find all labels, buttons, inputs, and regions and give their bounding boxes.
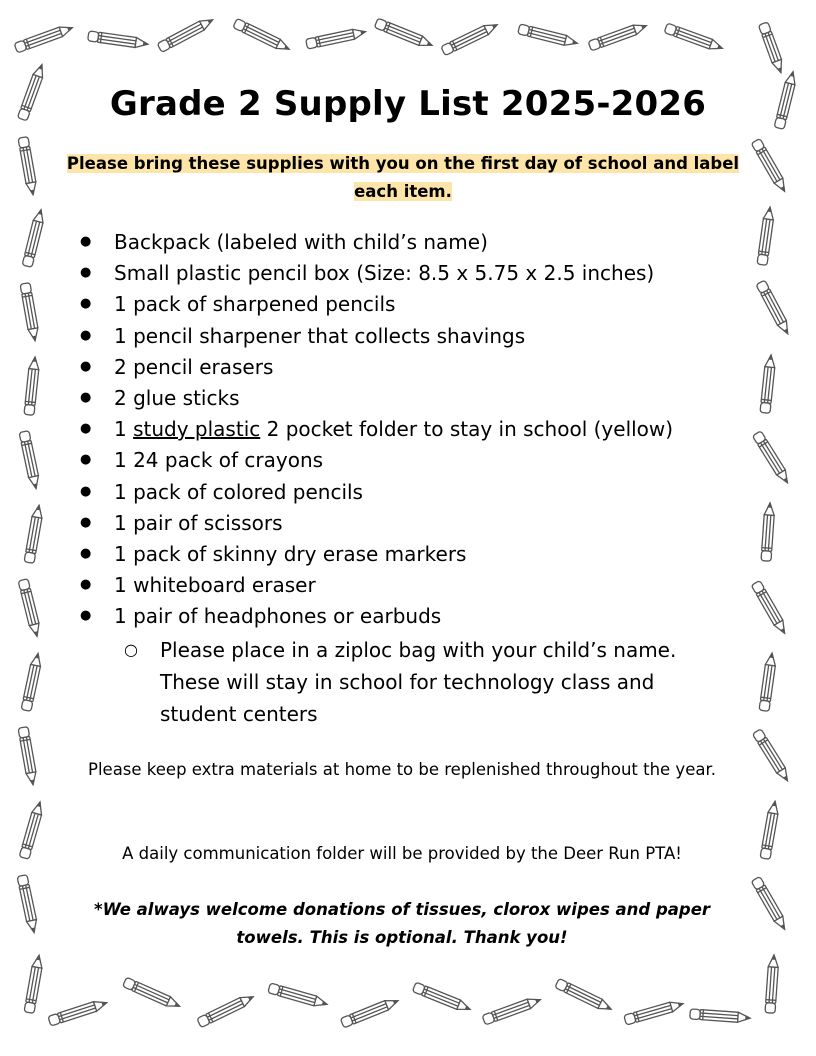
donations-note: *We always welcome donations of tissues, clorox wipes and paper towels. This is optional. Thank you! xyxy=(93,900,711,947)
supply-list xyxy=(76,228,756,633)
pencil-icon xyxy=(518,24,579,48)
list-item: ● 1 pack of sharpened pencils xyxy=(76,290,756,321)
list-item: ● 2 pencil erasers xyxy=(76,353,756,384)
pencil-icon xyxy=(21,653,43,712)
list-item: ● 1 pack of skinny dry erase markers xyxy=(76,540,756,571)
circle-bullet-icon: ○ xyxy=(124,640,138,659)
pencil-icon xyxy=(760,355,776,414)
communication-folder-note: A daily communication folder will be provided by the Deer Run PTA! xyxy=(122,844,682,863)
pencil-icon xyxy=(18,727,38,786)
intro-instruction xyxy=(66,150,740,206)
list-item xyxy=(76,415,756,446)
pencil-icon xyxy=(268,983,328,1009)
list-item: ● 2 glue sticks xyxy=(76,384,756,415)
pencil-icon xyxy=(14,23,74,53)
pencil-icon xyxy=(664,23,724,53)
pencil-icon xyxy=(18,579,42,638)
pencil-icon xyxy=(555,978,613,1013)
pencil-icon xyxy=(18,137,38,196)
pencil-icon xyxy=(751,876,789,931)
pencil-icon xyxy=(24,505,44,564)
pencil-icon xyxy=(88,31,149,49)
pencil-icon xyxy=(197,992,255,1027)
pencil-icon xyxy=(751,580,789,635)
pencil-icon xyxy=(759,653,777,712)
pencil-icon xyxy=(482,995,542,1025)
list-item: ● Backpack (labeled with child’s name) xyxy=(76,228,756,259)
pencil-icon xyxy=(233,18,291,53)
list-item: ● 1 pack of colored pencils xyxy=(76,478,756,509)
pencil-icon xyxy=(17,875,39,934)
pencil-icon xyxy=(24,357,40,416)
pencil-icon xyxy=(588,21,648,51)
pencil-icon xyxy=(756,280,792,336)
pencil-icon xyxy=(761,503,775,562)
pencil-icon xyxy=(19,431,41,490)
pencil-icon xyxy=(123,977,182,1011)
intro-highlight: Please bring these supplies with you on the first day of school and label each item. xyxy=(66,154,740,201)
pencil-icon xyxy=(412,982,471,1014)
pencil-icon xyxy=(690,1009,751,1023)
list-item: ● 1 pair of scissors xyxy=(76,509,756,540)
home-materials-note: Please keep extra materials at home to be replenished throughout the year. xyxy=(88,760,716,779)
pencil-icon xyxy=(758,22,785,74)
pencil-icon xyxy=(22,209,46,268)
page-title: Grade 2 Supply List 2025-2026 xyxy=(109,84,707,124)
list-item: ● Small plastic pencil box (Size: 8.5 x 5.75 x 2.5 inches) xyxy=(76,259,756,290)
pencil-icon xyxy=(340,996,399,1028)
pencil-icon xyxy=(306,27,367,49)
pencil-icon xyxy=(48,998,108,1026)
sub-note-text: Please place in a ziploc bag with your child’s name. These will stay in school for technology class and student centers xyxy=(160,638,677,726)
pencil-icon xyxy=(765,955,779,1014)
pencil-icon xyxy=(760,801,780,860)
pencil-icon xyxy=(24,955,44,1014)
pencil-icon xyxy=(20,283,40,342)
pencil-icon xyxy=(374,18,433,50)
pencil-icon xyxy=(752,431,791,485)
pencil-icon xyxy=(157,16,215,53)
item-text-underlined: study plastic xyxy=(133,417,261,442)
pencil-icon xyxy=(752,729,791,783)
list-item: ● 1 pencil sharpener that collects shavings xyxy=(76,322,756,353)
list-item: ● 1 24 pack of crayons xyxy=(76,446,756,477)
pencil-icon xyxy=(19,801,45,860)
list-item: ● 1 whiteboard eraser xyxy=(76,571,756,602)
item-text-post: 2 pocket folder to stay in school (yellow) xyxy=(260,417,674,442)
pencil-icon xyxy=(751,138,789,193)
list-item: ● 1 pair of headphones or earbuds xyxy=(76,602,756,633)
item-text-pre: 1 xyxy=(114,417,134,442)
pencil-icon xyxy=(441,20,499,55)
pencil-icon xyxy=(757,207,775,266)
pencil-icon xyxy=(624,999,684,1025)
